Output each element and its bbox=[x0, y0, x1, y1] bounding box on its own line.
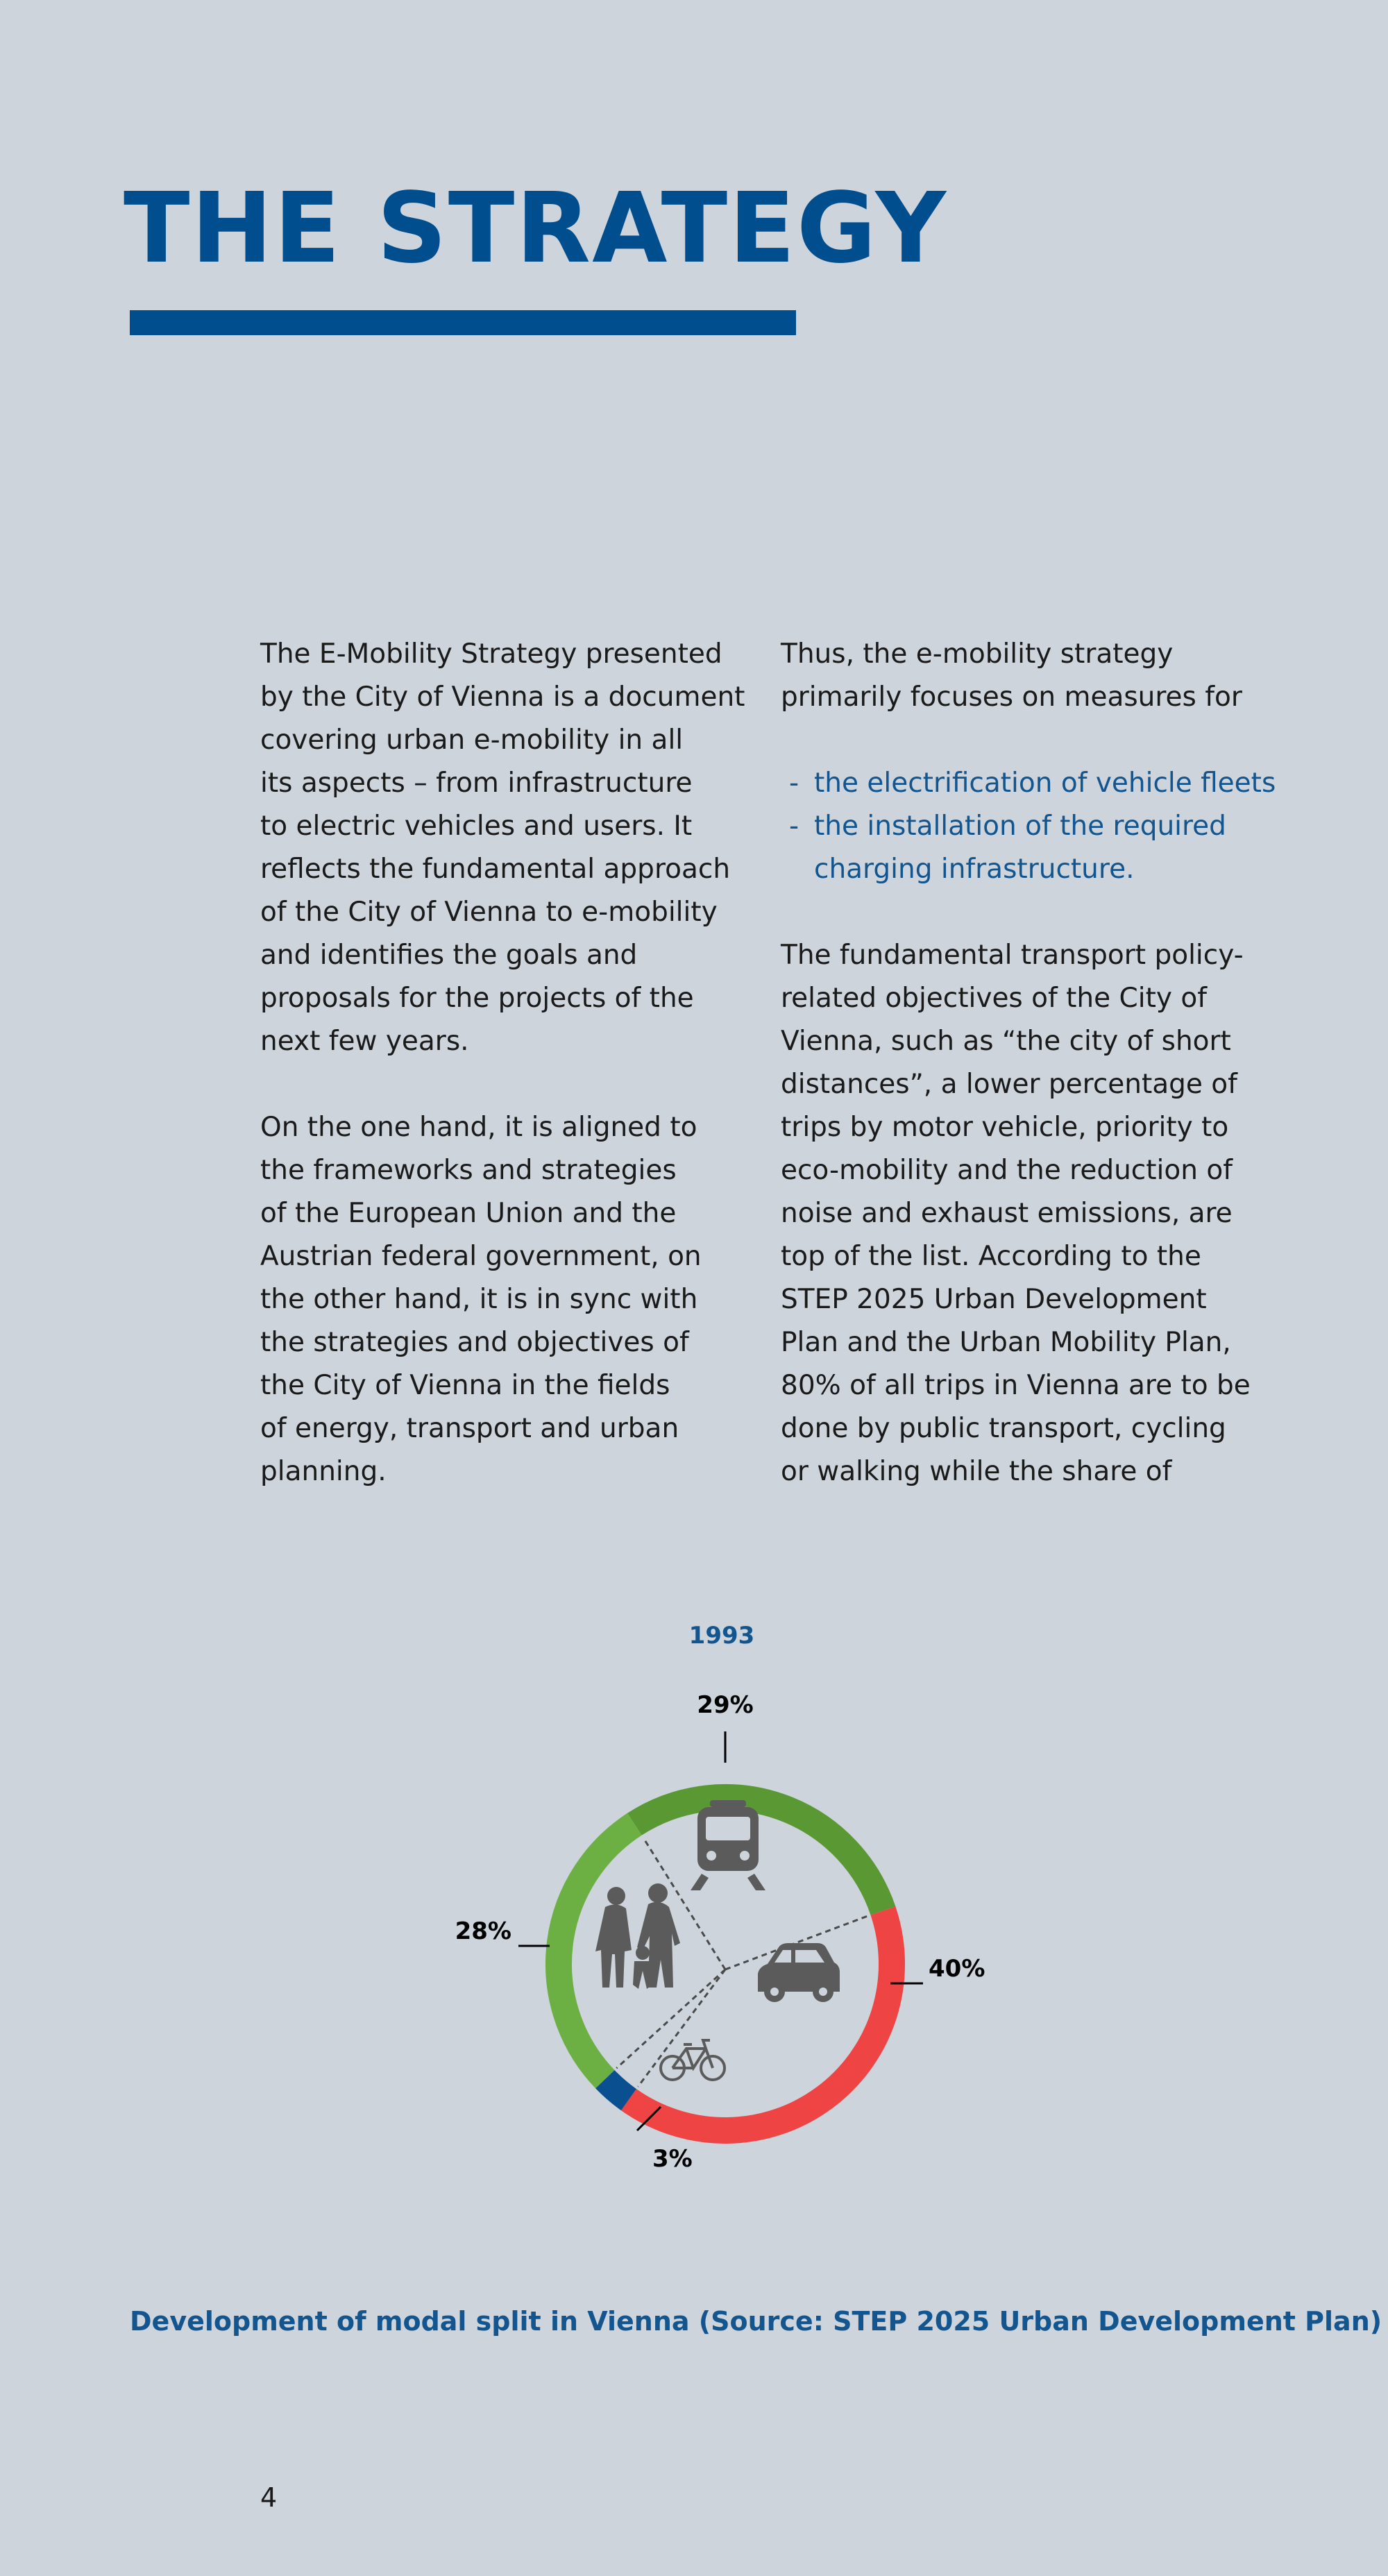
modal-split-chart bbox=[347, 1596, 1041, 2207]
measures-list bbox=[781, 762, 1322, 891]
chart-caption: Development of modal split in Vienna (Source: STEP 2025 Urban Development Plan) bbox=[130, 2306, 1382, 2337]
tram-icon bbox=[691, 1800, 765, 1890]
data-label-3: 3% bbox=[652, 2145, 693, 2173]
page-number: 4 bbox=[260, 2482, 278, 2513]
page-title: THE STRATEGY bbox=[124, 172, 947, 285]
chart-title: 1993 bbox=[688, 1622, 755, 1650]
alignment-paragraph: On the one hand, it is aligned to the frameworks and strategies of the European Union and the Austrian federal government, on the other hand, it is in sync with the strategies and objectives of the City of Vienna in the fields of energy, transport and urban planning. bbox=[260, 1112, 702, 1487]
intro-paragraph: The E-Mobility Strategy presented by the City of Vienna is a document covering urban e-mobility in all its aspects – from infrastructure to electric vehicles and users. It reflects the fundamental approach of the City of Vienna to e-mobility and identifies the goals and proposals for the projects of the next few years. bbox=[260, 638, 745, 1057]
ring-segment-public-transport bbox=[634, 1797, 883, 1910]
title-underline bbox=[130, 310, 796, 335]
measure-item: - the electrification of vehicle fleets bbox=[781, 762, 1322, 805]
pedestrians-icon bbox=[595, 1883, 680, 1989]
measure-item: - the installation of the required charging infrastructure. bbox=[781, 805, 1322, 891]
bicycle-icon bbox=[661, 2040, 725, 2080]
data-label-29: 29% bbox=[697, 1691, 754, 1719]
data-label-28: 28% bbox=[455, 1917, 511, 1945]
focus-intro: Thus, the e-mobility strategy primarily focuses on measures for bbox=[781, 638, 1242, 713]
data-labels bbox=[455, 1691, 985, 2173]
data-label-40: 40% bbox=[929, 1955, 985, 1983]
objectives-paragraph: The fundamental transport policy- related objectives of the City of Vienna, such as “the city of short distances”, a lower percentage of trips by motor vehicle, priority to eco-mobility and the reduction of noise and exhaust emissions, are top of the list. According to the STEP 2025 Urban Development Plan and the Urban Mobility Plan, 80% of all trips in Vienna are to be done by public transport, cycling or walking while the share of bbox=[781, 940, 1251, 1487]
car-icon bbox=[758, 1943, 840, 2002]
ring-segment-bicycle bbox=[605, 2079, 629, 2100]
right-column bbox=[781, 633, 1322, 1536]
left-column bbox=[260, 633, 746, 1536]
